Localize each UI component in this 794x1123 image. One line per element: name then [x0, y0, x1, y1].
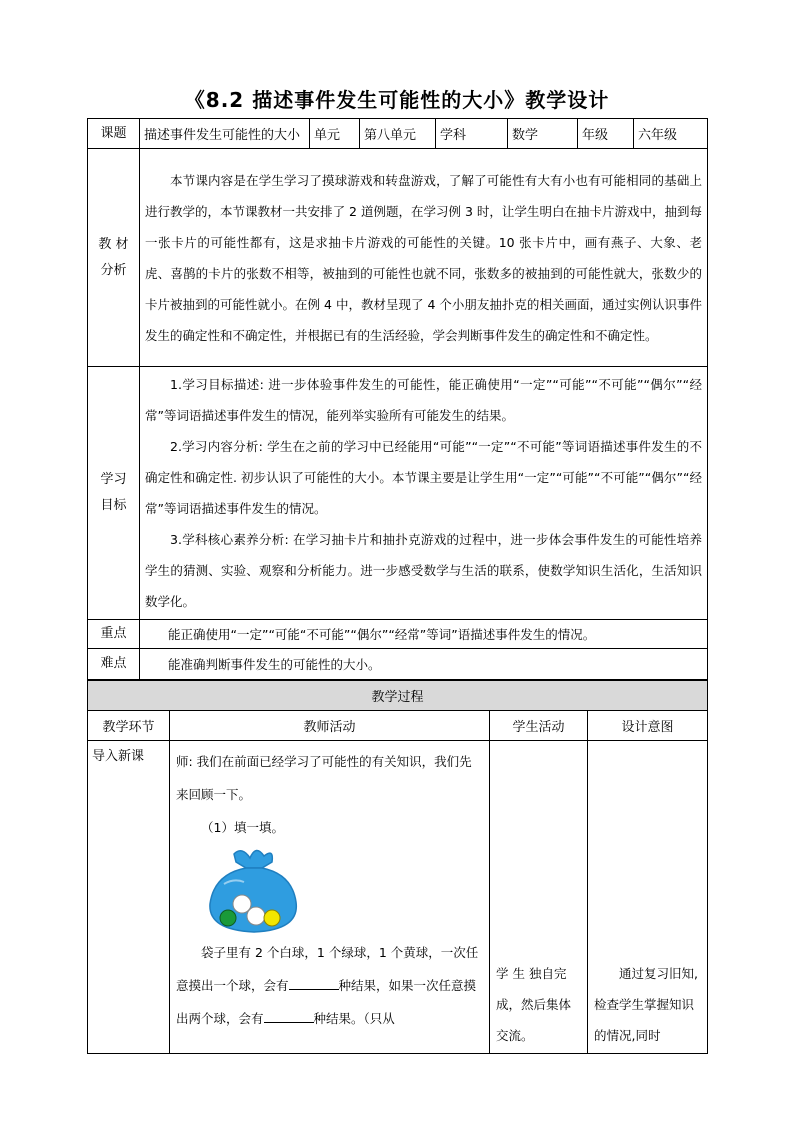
bag-question-part1: 袋子里有 2 个白球，1 个绿球，1 个黄球，一次任意摸出一个球，会有 — [176, 945, 479, 993]
key-point-text: 能正确使用“一定”“可能“不可能”“偶尔”“经常”等词”语描述事件发生的情况。 — [140, 620, 708, 649]
analysis-label-line1: 教 材 — [98, 236, 129, 252]
subject-value: 数学 — [508, 119, 578, 149]
answer-blank-2 — [264, 1010, 314, 1023]
grade-label: 年级 — [578, 119, 634, 149]
bag-question-part3: 种结果。（只从 — [313, 1011, 395, 1026]
unit-label: 单元 — [310, 119, 360, 149]
process-table — [87, 680, 708, 1054]
unit-value: 第八单元 — [360, 119, 436, 149]
goals-cell — [140, 367, 708, 620]
student-cell: 学 生 独自完成，然后集体交流。 — [490, 741, 588, 1054]
bag-question-part2: 种结果，如果一次任意摸出两个球，会有 — [176, 978, 477, 1026]
intent-cell — [588, 741, 708, 1054]
goal-paragraph-2: 2.学习内容分析: 学生在之前的学习中已经能用“可能”“一定”“不可能”等词语描述事件发生的不确定性和确定性. 初步认识了可能性的大小。本节课主要是让学生用“一定”“可能”“不可能”“偶尔”“经常”等词语描述事件发生的情况。 — [145, 439, 702, 516]
key-point-label: 重点 — [88, 620, 140, 649]
analysis-label — [88, 149, 140, 367]
page-title: 《8.2 描述事件发生可能性的大小》教学设计 — [184, 88, 610, 112]
grade-value: 六年级 — [634, 119, 708, 149]
info-table — [87, 118, 708, 680]
fill-prompt: （1）填一填。 — [201, 820, 284, 835]
difficulty-text: 能准确判断事件发生的可能性的大小。 — [140, 649, 708, 680]
goals-label — [88, 367, 140, 620]
answer-blank-1 — [289, 977, 339, 990]
process-header: 教学过程 — [88, 681, 708, 711]
analysis-cell — [140, 149, 708, 367]
goal-paragraph-3: 3.学科核心素养分析: 在学习抽卡片和抽扑克游戏的过程中，进一步体会事件发生的可能性培养学生的猜测、实验、观察和分析能力。进一步感受数学与生活的联系，使数学知识生活化，生活知识数学化。 — [145, 532, 702, 609]
analysis-label-line2: 分析 — [100, 262, 127, 278]
goals-label-line1: 学习 — [100, 472, 127, 487]
bag-question — [176, 936, 483, 1035]
ball-bag-icon — [204, 844, 304, 936]
analysis-text: 本节课内容是在学生学习了摸球游戏和转盘游戏，了解了可能性有大有小也有可能相同的基础上进行教学的，本节课教材一共安排了 2 道例题，在学习例 3 时，让学生明白在抽卡片游戏中，抽到每一张卡片的可能性都有，这是求抽卡片游戏的可能性的关键。10 张卡片中，画有燕子、大象、老虎、喜鹊的卡片的张数不相等，被抽到的可能性也就不同，张数多的被抽到的可能性就大，张数少的卡片被抽到的可能性就小。在例 4 中，教材呈现了 4 个小朋友抽扑克的相关画面，通过实例认识事件发生的确定性和不确定性，并根据已有的生活经验，学会判断事件发生的确定性和不确定性。 — [145, 172, 702, 343]
goal-paragraph-1: 1.学习目标描述: 进一步体验事件发生的可能性，能正确使用“一定”“可能”“不可能”“偶尔”“经常”等词语描述事件发生的情况，能列举实验所有可能发生的结果。 — [145, 377, 702, 423]
col-stage-header: 教学环节 — [88, 711, 170, 741]
topic-label: 课题 — [88, 119, 140, 149]
col-teacher-header: 教师活动 — [170, 711, 490, 741]
stage-cell: 导入新课 — [88, 741, 170, 1054]
intent-text: 通过复习旧知,检查学生掌握知识的情况,同时 — [594, 966, 698, 1043]
topic-value: 描述事件发生可能性的大小 — [140, 119, 310, 149]
col-student-header: 学生活动 — [490, 711, 588, 741]
bag-illustration — [176, 844, 483, 936]
goals-label-line2: 目标 — [100, 498, 127, 513]
subject-label: 学科 — [436, 119, 508, 149]
teacher-intro: 师: 我们在前面已经学习了可能性的有关知识，我们先来回顾一下。 — [176, 754, 472, 802]
difficulty-label: 难点 — [88, 649, 140, 680]
teacher-cell — [170, 741, 490, 1054]
col-intent-header: 设计意图 — [588, 711, 708, 741]
